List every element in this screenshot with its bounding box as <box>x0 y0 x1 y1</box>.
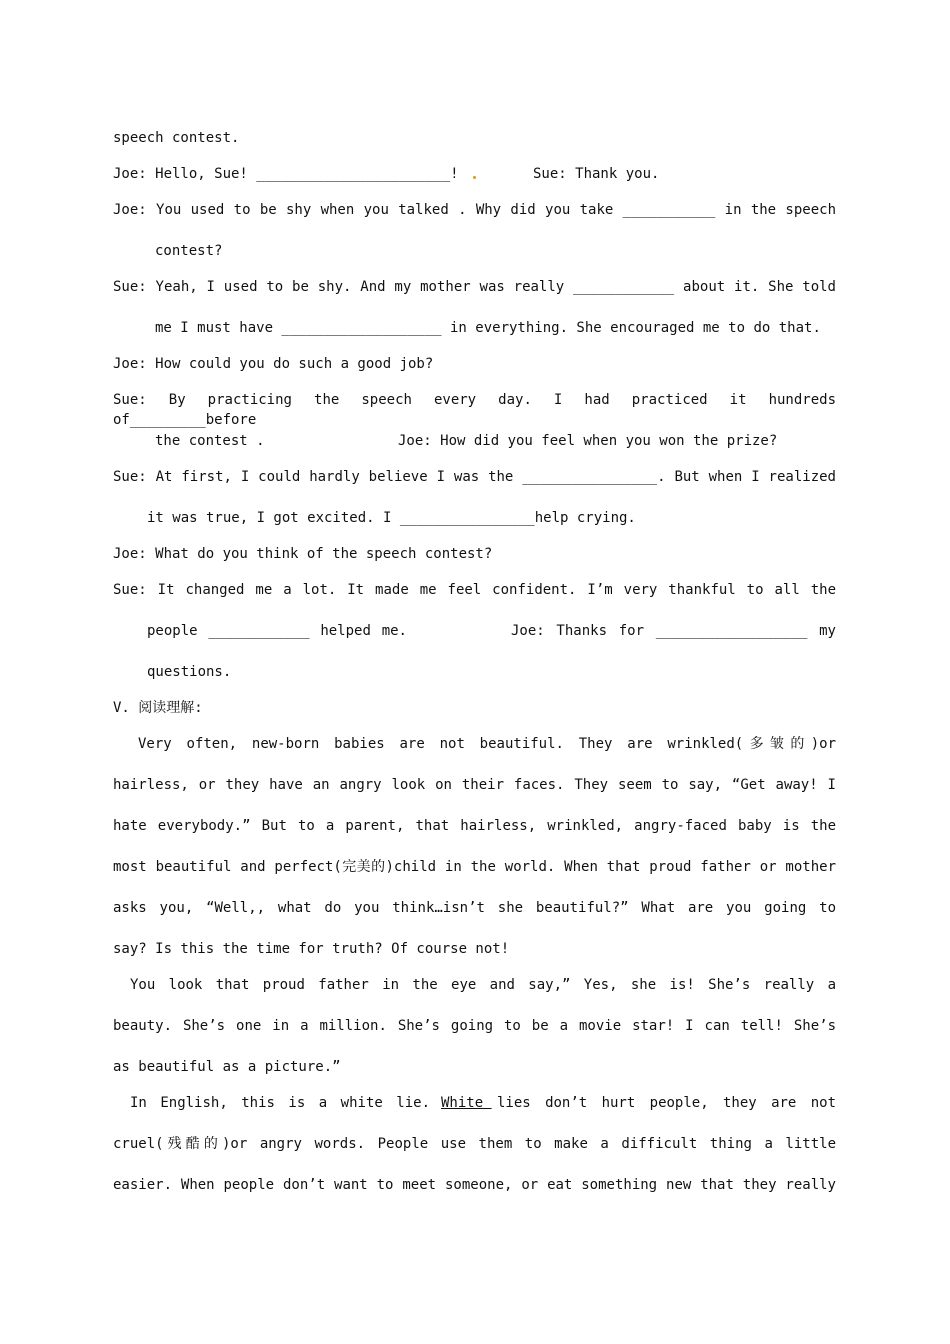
underlined-word: White <box>441 1095 492 1111</box>
text-line: cruel(残酷的)or angry words. People use them to make a difficult thing a little <box>113 1136 836 1152</box>
text-line: it was true, I got excited. I ________________help crying. <box>147 510 636 526</box>
text-line: speech contest. <box>113 130 240 146</box>
text-line: questions. <box>147 664 232 680</box>
text-line: as beautiful as a picture.” <box>113 1059 341 1075</box>
text-line: Sue: At first, I could hardly believe I was the ________________. But when I realized <box>113 469 836 485</box>
text-line: Sue: Thank you. <box>533 166 660 182</box>
text-line: asks you, “Well,, what do you think…isn’t she beautiful?” What are you going to <box>113 900 836 916</box>
text-line: Sue: It changed me a lot. It made me feel confident. I’m very thankful to all the <box>113 582 836 598</box>
text-line: Joe: How could you do such a good job? <box>113 356 434 372</box>
text-line: lies don’t hurt people, they are not <box>497 1095 836 1111</box>
text-line: Joe: Hello, Sue! _______________________! <box>113 166 459 182</box>
text-line: Joe: You used to be shy when you talked . Why did you take ___________ in the speech <box>113 202 836 218</box>
text-line: Sue: Yeah, I used to be shy. And my mother was really ____________ about it. She told <box>113 279 836 295</box>
highlight-mark <box>473 176 476 179</box>
section-heading: V. 阅读理解: <box>113 700 203 716</box>
text-line: hairless, or they have an angry look on their faces. They seem to say, “Get away! I <box>113 777 836 793</box>
text-line: easier. When people don’t want to meet someone, or eat something new that they really <box>113 1177 836 1193</box>
text-line: most beautiful and perfect(完美的)child in the world. When that proud father or mother <box>113 859 836 875</box>
text-line: me I must have ___________________ in everything. She encouraged me to do that. <box>155 320 821 336</box>
text-line: Joe: What do you think of the speech contest? <box>113 546 493 562</box>
text-line: say? Is this the time for truth? Of course not! <box>113 941 510 957</box>
text-line: contest? <box>155 243 223 259</box>
text-line: Joe: How did you feel when you won the prize? <box>398 433 778 449</box>
text-line: Sue: By practicing the speech every day. I had practiced it hundreds of_________before <box>113 392 836 428</box>
text-line: the contest . <box>155 433 265 449</box>
text-line: hate everybody.” But to a parent, that hairless, wrinkled, angry-faced baby is the <box>113 818 836 834</box>
text-line: people ____________ helped me. <box>147 623 407 639</box>
text-line: beauty. She’s one in a million. She’s going to be a movie star! I can tell! She’s <box>113 1018 836 1034</box>
text-line: Very often, new-born babies are not beautiful. They are wrinkled(多皱的)or <box>138 736 836 752</box>
text-line: In English, this is a white lie. <box>130 1095 430 1111</box>
text-line: You look that proud father in the eye and say,” Yes, she is! She’s really a <box>130 977 836 993</box>
text-line: Joe: Thanks for __________________ my <box>511 623 836 639</box>
